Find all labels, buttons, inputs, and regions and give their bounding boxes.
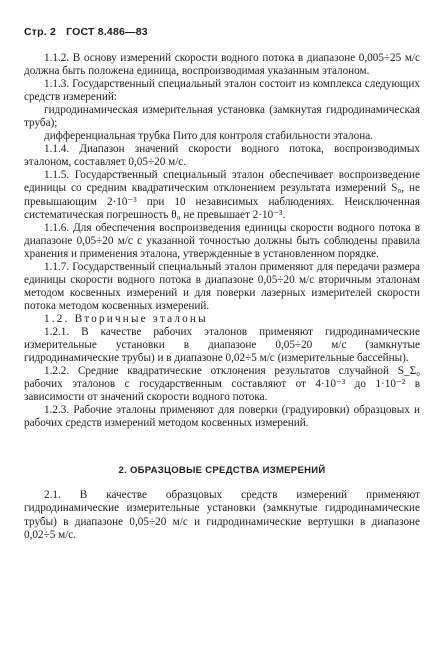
section-title-2: 2. ОБРАЗЦОВЫЕ СРЕДСТВА ИЗМЕРЕНИЙ (118, 465, 326, 477)
paragraph-1-1-7: 1.1.7. Государственный специальный эталон применяют для передачи размера единицы скорости водного потока в диапазоне 0,05÷20 м/с вторичным эталонам методом косвенных измерений и для поверки лазерных измерителей скорости потока методом косвенных измерений. (24, 260, 420, 312)
paragraph-1-1-3: 1.1.3. Государственный специальный эталон состоит из комплекса следующих средств измерений: (24, 78, 420, 104)
page-header (24, 26, 155, 38)
paragraph-1-2-1: 1.2.1. В качестве рабочих эталонов применяют гидродинамические измерительные установки в диапазоне 0,05÷20 м/с (замкнутые гидродинамические трубы) и в диапазоне 0,02÷5 м/с (измерительные бассейны). (24, 325, 420, 365)
paragraph-1-1-4: 1.1.4. Диапазон значений скорости водного потока, воспроизводимых эталоном, составляет 0,05÷20 м/с. (24, 143, 420, 169)
standard-code: ГОСТ 8.486—83 (66, 26, 148, 38)
paragraph-1-1-5: 1.1.5. Государственный специальный эталон обеспечивает воспроизведение единицы со средним квадратическим отклонением результата измерений S₀, не превышающим 2·10⁻³ при 10 независимых наблюдениях. Неисключенная систематическая погрешность θ₀ не превышает 2·10⁻³. (24, 169, 420, 221)
section-gap (24, 430, 420, 464)
subsection-heading-1-2: 1.2. Вторичные эталоны (44, 312, 208, 325)
paragraph-1-1-2: 1.1.2. В основу измерений скорости водного потока в диапазоне 0,005÷25 м/с должна быть положена единица, воспроизводимая указанным эталоном. (24, 52, 420, 78)
paragraph-2-1: 2.1. В качестве образцовых средств измерений применяют гидродинамические измерительные установки (замкнутые гидродинамические трубы) в диапазоне 0,05÷20 м/с и гидродинамические вертушки в диапазоне 0,02÷5 м/с. (24, 489, 420, 541)
page-number: Стр. 2 (24, 26, 57, 38)
paragraph-1-1-6: 1.1.6. Для обеспечения воспроизведения единицы скорости водного потока в диапазоне 0,05÷20 м/с с указанной точностью должны быть соблюдены правила хранения и применения эталона, утвержденные в установленном порядке. (24, 221, 420, 260)
paragraph-1-2-2: 1.2.2. Средние квадратические отклонения результатов случайной S_Σ₀ рабочих эталонов с государственным составляют от 4·10⁻³ до 1·10⁻² в зависимости от значений скорости водного потока. (24, 365, 420, 404)
list-item-installation: гидродинамическая измерительная установка (замкнутая гидродинамическая труба); (24, 104, 420, 130)
paragraph-1-2-3: 1.2.3. Рабочие эталоны применяют для поверки (градуировки) образцовых и рабочих средств измерений методом косвенных измерений. (24, 404, 420, 430)
list-item-pitot-tube: дифференциальная трубка Пито для контроля стабильности эталона. (44, 130, 373, 143)
document-body (24, 52, 420, 542)
